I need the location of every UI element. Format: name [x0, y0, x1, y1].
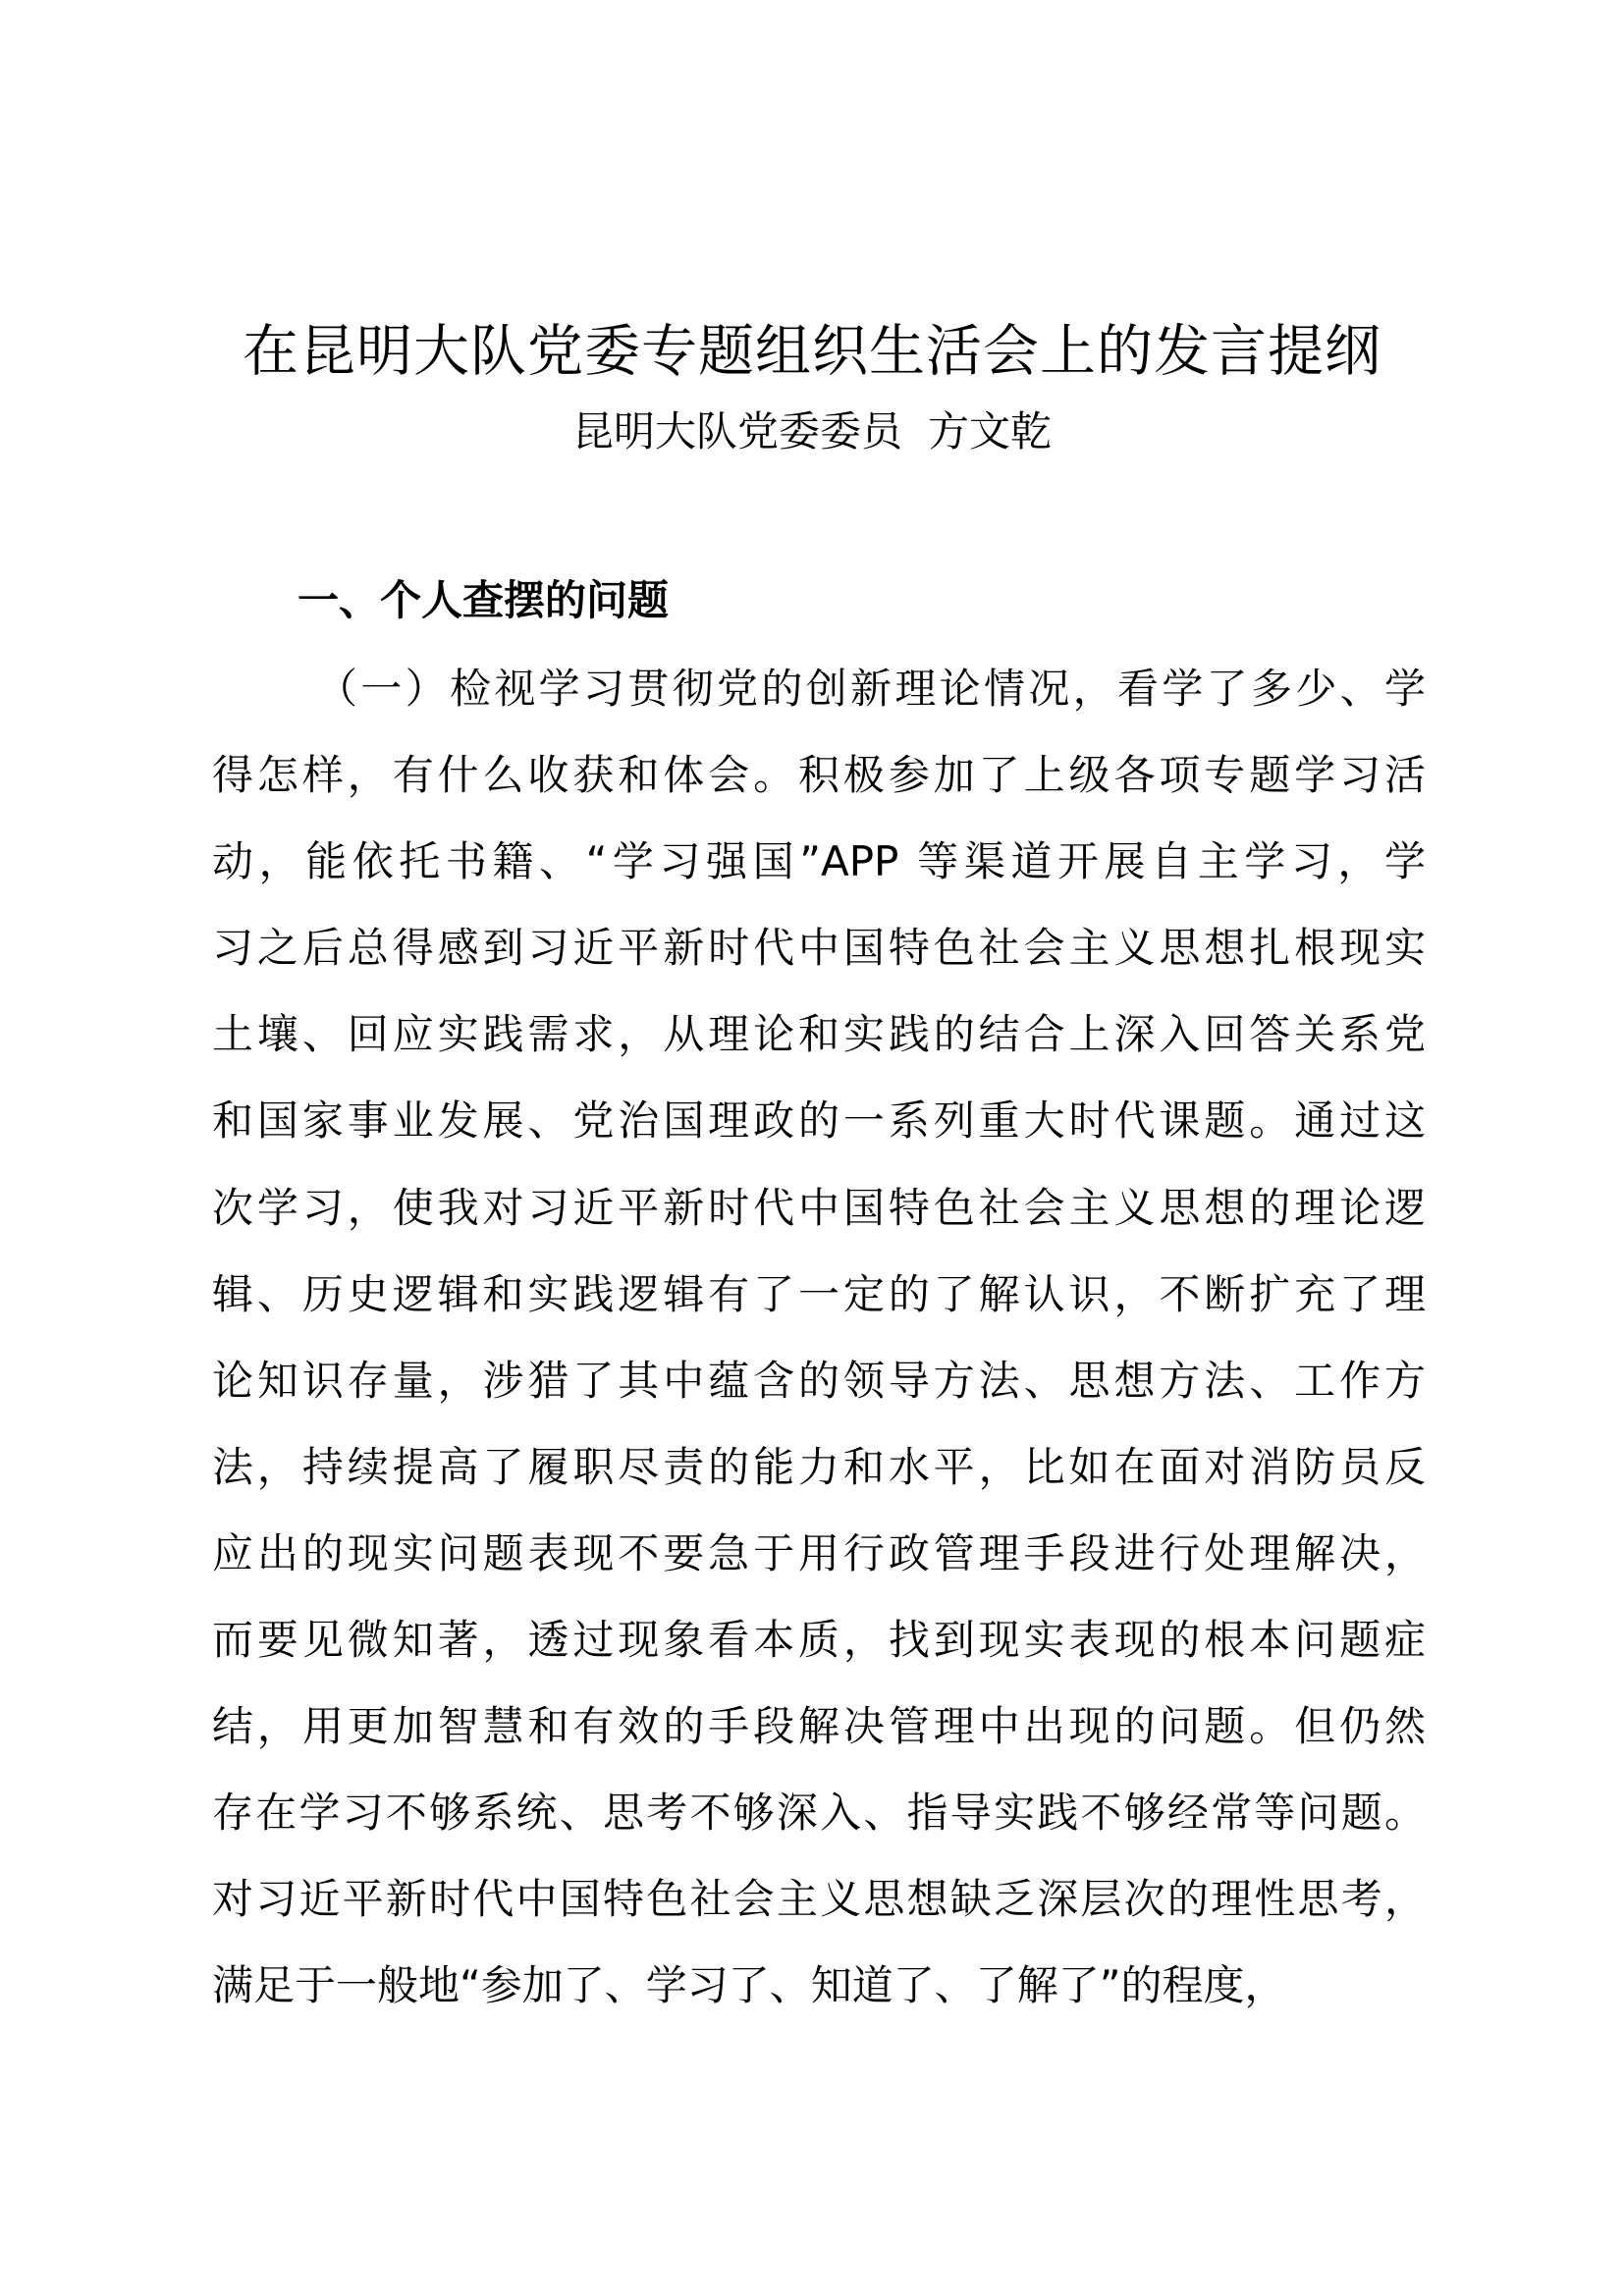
- author-name: 方文乾: [928, 407, 1053, 455]
- paragraph-line: 结，用更加智慧和有效的手段解决管理中出现的问题。但仍然: [212, 1702, 1426, 1751]
- paragraph-line: 存在学习不够系统、思考不够深入、指导实践不够经常等问题。: [212, 1789, 1426, 1838]
- document-title: 在昆明大队党委专题组织生活会上的发言提纲: [243, 319, 1381, 384]
- paragraph-line: 和国家事业发展、党治国理政的一系列重大时代课题。通过这: [212, 1096, 1426, 1146]
- paragraph-line: （一）检视学习贯彻党的创新理论情况，看学了多少、学: [316, 665, 1426, 713]
- paragraph-line: 应出的现实问题表现不要急于用行政管理手段进行处理解决，: [212, 1528, 1426, 1577]
- paragraph-line: 辑、历史逻辑和实践逻辑有了一定的了解认识，不断扩充了理: [212, 1269, 1426, 1318]
- paragraph-line: 法，持续提高了履职尽责的能力和水平，比如在面对消防员反: [212, 1442, 1426, 1491]
- paragraph-line: 土壤、回应实践需求，从理论和实践的结合上深入回答关系党: [212, 1010, 1426, 1059]
- section-heading: 一、个人查摆的问题: [298, 576, 670, 624]
- paragraph-line: 动，能依托书籍、“学习强国”APP 等渠道开展自主学习，学: [212, 837, 1426, 886]
- paragraph-line: 习之后总得感到习近平新时代中国特色社会主义思想扎根现实: [212, 924, 1426, 973]
- author-role: 昆明大队党委委员: [571, 407, 902, 455]
- paragraph-line: 论知识存量，涉猎了其中蕴含的领导方法、思想方法、工作方: [212, 1356, 1426, 1405]
- body-paragraph: [212, 660, 1426, 2044]
- paragraph-line: 次学习，使我对习近平新时代中国特色社会主义思想的理论逻: [212, 1183, 1426, 1232]
- paragraph-line: 对习近平新时代中国特色社会主义思想缺乏深层次的理性思考，: [212, 1875, 1426, 1924]
- author-line: [0, 402, 1624, 461]
- paragraph-line: 而要见微知著，透过现象看本质，找到现实表现的根本问题症: [212, 1616, 1426, 1665]
- paragraph-line: 满足于一般地“参加了、学习了、知道了、了解了”的程度，: [212, 1961, 1286, 2010]
- paragraph-line: 得怎样，有什么收获和体会。积极参加了上级各项专题学习活: [212, 751, 1426, 800]
